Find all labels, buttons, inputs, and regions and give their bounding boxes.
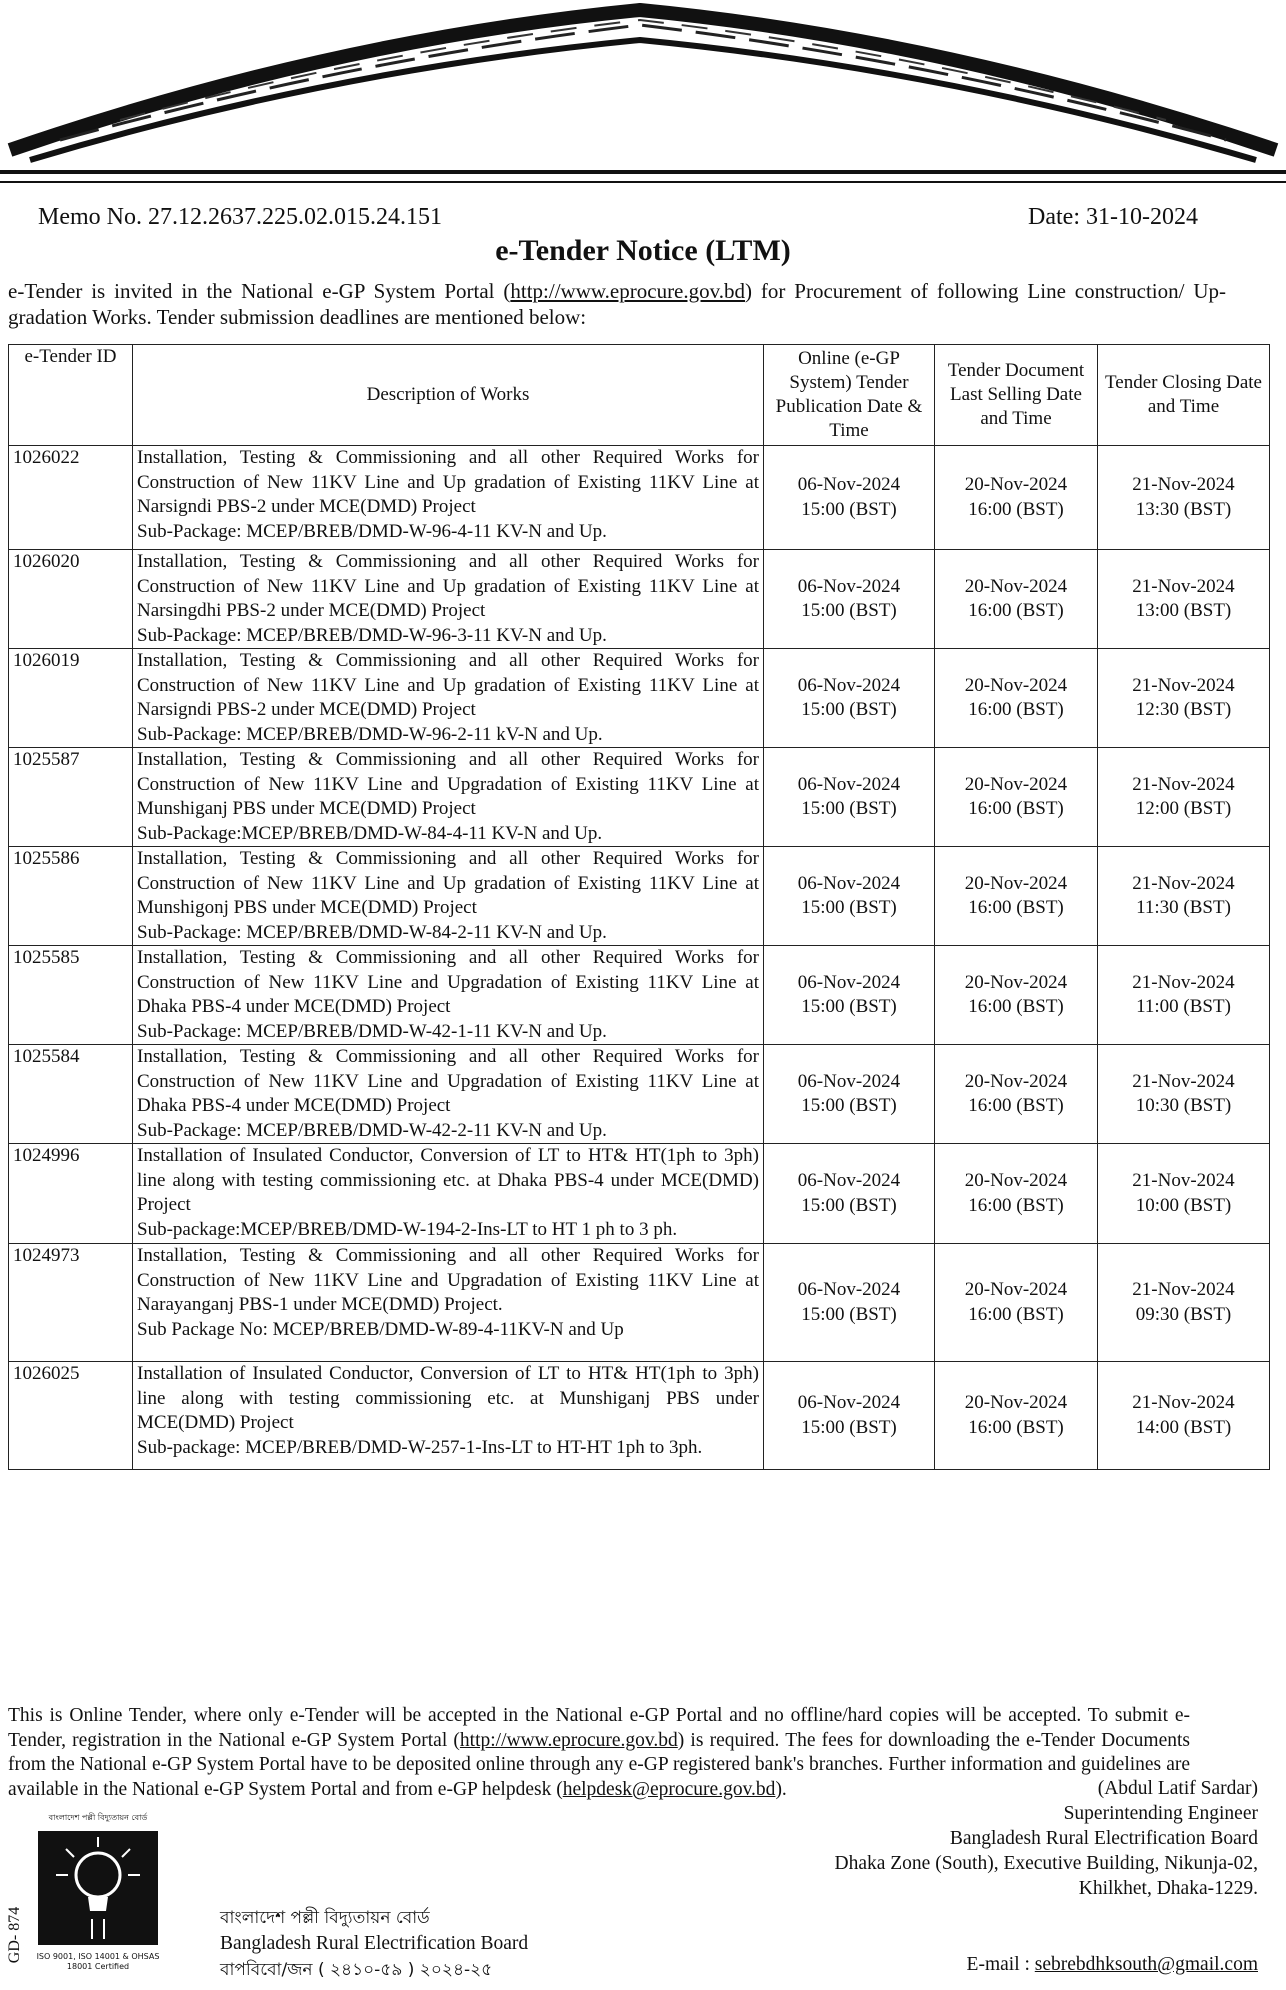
sub-package: Sub-Package: MCEP/BREB/DMD-W-42-1-11 KV-N and Up. <box>137 1020 607 1042</box>
description-cell <box>133 649 764 748</box>
table-row <box>9 748 1270 847</box>
signatory-address-2: Khilkhet, Dhaka-1229. <box>1078 1878 1258 1899</box>
memo-number: Memo No. 27.12.2637.225.02.015.24.151 <box>38 204 442 230</box>
table-row <box>9 946 1270 1045</box>
memo-row <box>38 204 1198 231</box>
publication-date-cell: 06-Nov-2024 15:00 (BST) <box>764 946 935 1045</box>
closing-date-cell: 21-Nov-2024 11:00 (BST) <box>1098 946 1270 1045</box>
last-selling-date-cell: 20-Nov-2024 16:00 (BST) <box>935 649 1098 748</box>
publication-date-cell: 06-Nov-2024 15:00 (BST) <box>764 748 935 847</box>
description-cell <box>133 446 764 550</box>
last-selling-date-cell: 20-Nov-2024 16:00 (BST) <box>935 1045 1098 1144</box>
email-line <box>967 1954 1258 1976</box>
table-row <box>9 1244 1270 1362</box>
sub-package: Sub-package:MCEP/BREB/DMD-W-194-2-Ins-LT to HT 1 ph to 3 ph. <box>137 1218 678 1240</box>
publication-date-cell: 06-Nov-2024 15:00 (BST) <box>764 847 935 946</box>
table-row <box>9 446 1270 550</box>
logo-top-text: বাংলাদেশ পল্লী বিদ্যুতায়ন বোর্ড <box>48 1813 148 1822</box>
last-selling-date-cell: 20-Nov-2024 16:00 (BST) <box>935 946 1098 1045</box>
table-row <box>9 847 1270 946</box>
closing-date-cell: 21-Nov-2024 09:30 (BST) <box>1098 1244 1270 1362</box>
iso-certification: ISO 9001, ISO 14001 & OHSAS 18001 Certified <box>36 1952 160 1971</box>
table-row <box>9 649 1270 748</box>
closing-date-cell: 21-Nov-2024 13:30 (BST) <box>1098 446 1270 550</box>
closing-date-cell: 21-Nov-2024 12:00 (BST) <box>1098 748 1270 847</box>
work-description: Installation, Testing & Commissioning and all other Required Works for Construction of New 11KV Line and Up gradation of Existing 11KV Line at Narsigndi PBS-2 under MCE(DMD) Project <box>137 650 759 720</box>
tender-id-cell: 1025584 <box>9 1045 133 1144</box>
work-description: Installation of Insulated Conductor, Conversion of LT to HT& HT(1ph to 3ph) line along with testing commissioning etc. at Munshiganj PBS under MCE(DMD) Project <box>137 1363 759 1433</box>
description-cell <box>133 946 764 1045</box>
tender-id-cell: 1024973 <box>9 1244 133 1362</box>
description-cell <box>133 1144 764 1244</box>
tender-id-cell: 1026022 <box>9 446 133 550</box>
sub-package: Sub Package No: MCEP/BREB/DMD-W-89-4-11KV-N and Up <box>137 1318 624 1340</box>
description-cell <box>133 847 764 946</box>
closing-date-cell: 21-Nov-2024 10:30 (BST) <box>1098 1045 1270 1144</box>
work-description: Installation, Testing & Commissioning and all other Required Works for Construction of New 11KV Line and Upgradation of Existing 11KV Line at Dhaka PBS-4 under MCE(DMD) Project <box>137 947 759 1017</box>
tender-id-cell: 1026020 <box>9 550 133 649</box>
description-cell <box>133 748 764 847</box>
board-reference-bangla: বাপবিবো/জন ( ২৪১০-৫৯ ) ২০২৪-২৫ <box>220 1960 493 1980</box>
table-header-row <box>9 345 1270 446</box>
notice-title: e-Tender Notice (LTM) <box>495 234 791 267</box>
signatory-name: (Abdul Latif Sardar) <box>1097 1778 1258 1799</box>
memo-date: Date: 31-10-2024 <box>1028 204 1198 230</box>
closing-date-cell: 21-Nov-2024 13:00 (BST) <box>1098 550 1270 649</box>
header-publication: Online (e-GP System) Tender Publication Date & Time <box>764 345 935 446</box>
work-description: Installation of Insulated Conductor, Conversion of LT to HT& HT(1ph to 3ph) line along with testing commissioning etc. at Dhaka PBS-4 under MCE(DMD) Project <box>137 1145 759 1215</box>
last-selling-date-cell: 20-Nov-2024 16:00 (BST) <box>935 446 1098 550</box>
gd-number: GD- 874 <box>6 1906 23 1964</box>
tender-table <box>8 344 1270 1470</box>
header-last-selling: Tender Document Last Selling Date and Time <box>935 345 1098 446</box>
description-cell <box>133 1045 764 1144</box>
intro-paragraph <box>8 278 1226 330</box>
eprocure-link[interactable]: http://www.eprocure.gov.bd <box>510 279 746 303</box>
work-description: Installation, Testing & Commissioning and all other Required Works for Construction of New 11KV Line and Upgradation of Existing 11KV Line at Narayanganj PBS-1 under MCE(DMD) Project. <box>137 1245 759 1315</box>
publication-date-cell: 06-Nov-2024 15:00 (BST) <box>764 446 935 550</box>
header-description: Description of Works <box>133 345 764 446</box>
tender-id-cell: 1025587 <box>9 748 133 847</box>
tender-id-cell: 1024996 <box>9 1144 133 1244</box>
last-selling-date-cell: 20-Nov-2024 16:00 (BST) <box>935 847 1098 946</box>
sub-package: Sub-Package:MCEP/BREB/DMD-W-84-4-11 KV-N and Up. <box>137 822 603 844</box>
signatory-address-1: Dhaka Zone (South), Executive Building, Nikunja-02, <box>834 1853 1258 1874</box>
tender-id-cell: 1026025 <box>9 1362 133 1470</box>
email-label: E-mail : <box>966 1954 1035 1975</box>
work-description: Installation, Testing & Commissioning and all other Required Works for Construction of New 11KV Line and Up gradation of Existing 11KV Line at Narsigndi PBS-2 under MCE(DMD) Project <box>137 447 759 517</box>
work-description: Installation, Testing & Commissioning and all other Required Works for Construction of New 11KV Line and Up gradation of Existing 11KV Line at Munshigonj PBS under MCE(DMD) Project <box>137 848 759 918</box>
signatory-designation: Superintending Engineer <box>1063 1803 1258 1824</box>
sub-package: Sub-package: MCEP/BREB/DMD-W-257-1-Ins-LT to HT-HT 1ph to 3ph. <box>137 1436 703 1458</box>
table-row <box>9 1045 1270 1144</box>
publication-date-cell: 06-Nov-2024 15:00 (BST) <box>764 1244 935 1362</box>
footer-eprocure-link[interactable]: http://www.eprocure.gov.bd <box>459 1729 678 1751</box>
header-banner-graphic <box>0 0 1286 190</box>
email-link[interactable]: sebrebdhksouth@gmail.com <box>1034 1954 1258 1975</box>
board-name-bangla: বাংলাদেশ পল্লী বিদ্যুতায়ন বোর্ড <box>220 1908 430 1928</box>
tender-id-cell: 1025585 <box>9 946 133 1045</box>
breb-logo <box>36 1812 160 1978</box>
publication-date-cell: 06-Nov-2024 15:00 (BST) <box>764 649 935 748</box>
last-selling-date-cell: 20-Nov-2024 16:00 (BST) <box>935 1144 1098 1244</box>
sub-package: Sub-Package: MCEP/BREB/DMD-W-96-2-11 kV-N and Up. <box>137 723 603 745</box>
publication-date-cell: 06-Nov-2024 15:00 (BST) <box>764 1045 935 1144</box>
sub-package: Sub-Package: MCEP/BREB/DMD-W-96-3-11 KV-N and Up. <box>137 624 607 646</box>
last-selling-date-cell: 20-Nov-2024 16:00 (BST) <box>935 1244 1098 1362</box>
intro-text-end: ) for Procurement of following Line construction/ Up-gradation Works. Tender submission deadlines are mentioned below: <box>8 279 1226 329</box>
board-name-english: Bangladesh Rural Electrification Board <box>220 1933 529 1954</box>
closing-date-cell: 21-Nov-2024 12:30 (BST) <box>1098 649 1270 748</box>
publication-date-cell: 06-Nov-2024 15:00 (BST) <box>764 1144 935 1244</box>
work-description: Installation, Testing & Commissioning and all other Required Works for Construction of New 11KV Line and Upgradation of Existing 11KV Line at Munshiganj PBS under MCE(DMD) Project <box>137 749 759 819</box>
last-selling-date-cell: 20-Nov-2024 16:00 (BST) <box>935 748 1098 847</box>
intro-text-start: e-Tender is invited in the National e-GP System Portal ( <box>8 279 511 303</box>
description-cell <box>133 1244 764 1362</box>
tender-id-cell: 1025586 <box>9 847 133 946</box>
sub-package: Sub-Package: MCEP/BREB/DMD-W-84-2-11 KV-N and Up. <box>137 921 607 943</box>
table-row <box>9 1362 1270 1470</box>
table-row <box>9 1144 1270 1244</box>
helpdesk-email-link[interactable]: helpdesk@eprocure.gov.bd <box>562 1778 776 1800</box>
board-name-block <box>220 1905 528 1983</box>
table-row <box>9 550 1270 649</box>
signatory-org: Bangladesh Rural Electrification Board <box>949 1828 1258 1849</box>
work-description: Installation, Testing & Commissioning and all other Required Works for Construction of New 11KV Line and Up gradation of Existing 11KV Line at Narsingdhi PBS-2 under MCE(DMD) Project <box>137 551 759 621</box>
footer-text-2: ) is required. The fees for downloading the e-Tender Documents from the National e-GP System Portal have to be deposited online through any e-GP registered bank's branches. Further information and guidelines are available in the National e-GP System Portal and from e-GP helpdesk ( <box>8 1729 1190 1800</box>
publication-date-cell: 06-Nov-2024 15:00 (BST) <box>764 1362 935 1470</box>
footer-text-1: This is Online Tender, where only e-Tender will be accepted in the National e-GP Portal and no offline/hard copies will be accepted. To submit e-Tender, registration in the National e-GP System Portal ( <box>8 1705 1190 1751</box>
last-selling-date-cell: 20-Nov-2024 16:00 (BST) <box>935 550 1098 649</box>
lightbulb-emblem-icon <box>36 1829 160 1947</box>
description-cell <box>133 550 764 649</box>
description-cell <box>133 1362 764 1470</box>
last-selling-date-cell: 20-Nov-2024 16:00 (BST) <box>935 1362 1098 1470</box>
footer-text-3: ). <box>775 1778 787 1800</box>
sub-package: Sub-Package: MCEP/BREB/DMD-W-42-2-11 KV-N and Up. <box>137 1119 607 1141</box>
header-tender-id: e-Tender ID <box>9 345 133 446</box>
closing-date-cell: 21-Nov-2024 10:00 (BST) <box>1098 1144 1270 1244</box>
tender-id-cell: 1026019 <box>9 649 133 748</box>
header-closing: Tender Closing Date and Time <box>1098 345 1270 446</box>
work-description: Installation, Testing & Commissioning and all other Required Works for Construction of New 11KV Line and Upgradation of Existing 11KV Line at Dhaka PBS-4 under MCE(DMD) Project <box>137 1046 759 1116</box>
sub-package: Sub-Package: MCEP/BREB/DMD-W-96-4-11 KV-N and Up. <box>137 520 607 542</box>
signature-block <box>835 1776 1259 1901</box>
closing-date-cell: 21-Nov-2024 14:00 (BST) <box>1098 1362 1270 1470</box>
closing-date-cell: 21-Nov-2024 11:30 (BST) <box>1098 847 1270 946</box>
publication-date-cell: 06-Nov-2024 15:00 (BST) <box>764 550 935 649</box>
